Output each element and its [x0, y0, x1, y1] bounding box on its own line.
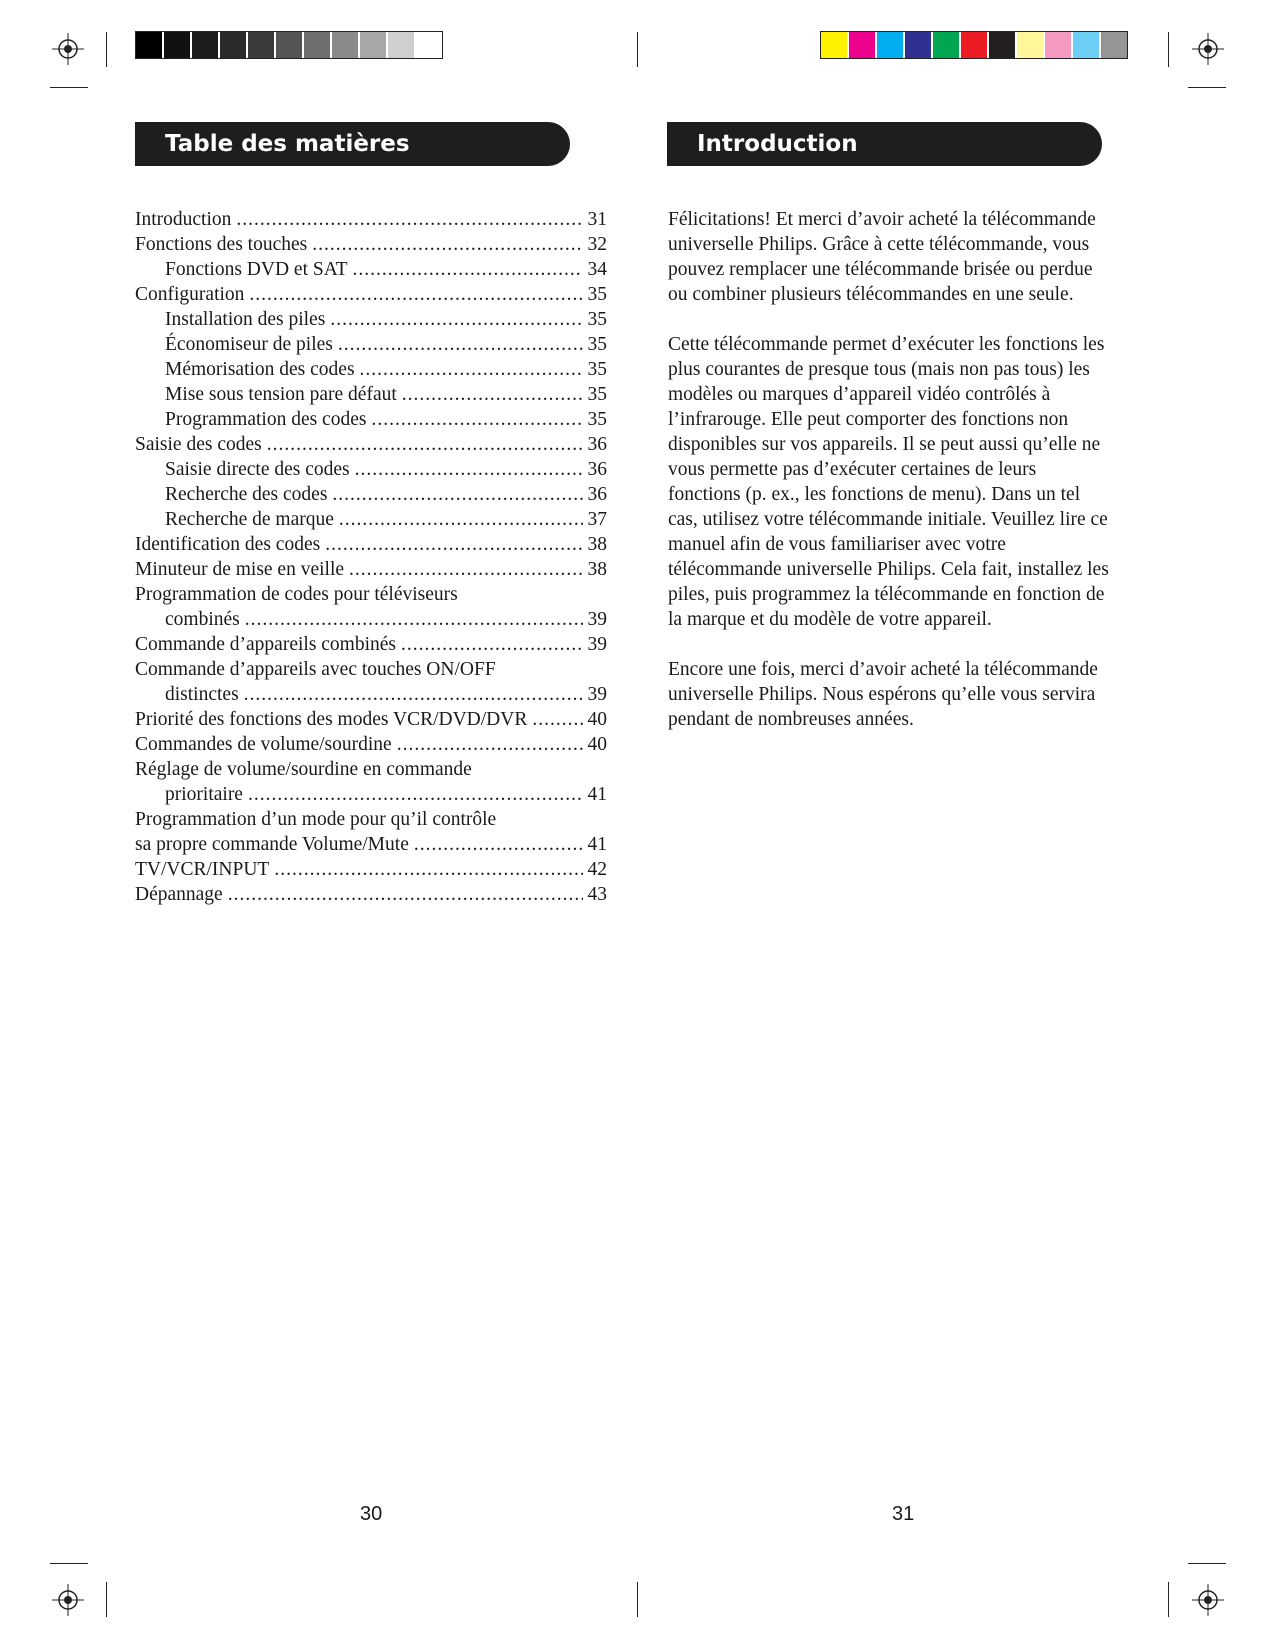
- toc-entry: [135, 757, 607, 782]
- crop-mark: [50, 1563, 88, 1564]
- toc-entry-title: combinés: [165, 609, 240, 630]
- toc-leader-dots: [249, 282, 582, 307]
- intro-paragraph-3: Encore une fois, merci d’avoir acheté la télécommande universelle Philips. Nous espérons qu’elle vous servira pendant de nombreuses années.: [668, 659, 1098, 730]
- toc-entry-page: 32: [587, 234, 607, 255]
- toc-entry-page: 35: [587, 409, 607, 430]
- grayscale-swatch: [220, 32, 248, 58]
- toc-entry-title: Fonctions des touches: [135, 234, 308, 255]
- intro-paragraph-1: Félicitations! Et merci d’avoir acheté la télécommande universelle Philips. Grâce à cette télécommande, vous pouvez remplacer une télécommande brisée ou perdue ou combiner plusieurs télécommandes en une seule.: [668, 209, 1096, 305]
- toc-entry: [135, 382, 607, 407]
- toc-entry-title: sa propre commande Volume/Mute: [135, 834, 409, 855]
- toc-leader-dots: [338, 332, 583, 357]
- page-number-left: 30: [360, 1503, 383, 1525]
- intro-paragraph-2: Cette télécommande permet d’exécuter les fonctions les plus courantes de presque tous (mais non pas tous) les modèles ou marques d’appareil vidéo contrôlés à l’infrarouge. Elle peut comporter des fonctions non disponibles sur vos appareils. Il se peut aussi qu’elle ne vous permette pas d’exécuter certaines de leurs fonctions (p. ex., les fonctions de menu). Dans un tel cas, utilisez votre télécommande initiale. Veuillez lire ce manuel afin de vous familiariser avec votre télécommande universelle Philips. Cela fait, installez les piles, puis programmez la télécommande en fonction de la marque et du modèle de votre appareil.: [668, 334, 1109, 630]
- toc-entry-title: TV/VCR/INPUT: [135, 859, 270, 880]
- toc-entry-title: Économiseur de piles: [165, 334, 333, 355]
- toc-entry: [135, 307, 607, 332]
- process-color-swatch: [1017, 32, 1045, 58]
- toc-entry-title: Commandes de volume/sourdine: [135, 734, 392, 755]
- toc-entry-page: 42: [587, 859, 607, 880]
- toc-leader-dots: [274, 857, 582, 882]
- toc-entry-title: Programmation des codes: [165, 409, 367, 430]
- process-color-swatch: [1073, 32, 1101, 58]
- registration-mark-bottom-right: [1192, 1584, 1224, 1616]
- toc-entry: [135, 257, 607, 282]
- toc-entry: [135, 457, 607, 482]
- toc-leader-dots: [339, 507, 583, 532]
- table-of-contents: [135, 207, 607, 907]
- toc-entry-title: Programmation d’un mode pour qu’il contrôle: [135, 809, 497, 830]
- toc-entry-title: Recherche de marque: [165, 509, 334, 530]
- introduction-text: [668, 207, 1143, 757]
- toc-entry-page: 41: [587, 784, 607, 805]
- toc-entry-title: Dépannage: [135, 884, 223, 905]
- toc-entry: [135, 482, 607, 507]
- toc-entry: [135, 232, 607, 257]
- toc-entry: [135, 832, 607, 857]
- crop-mark: [106, 1582, 107, 1617]
- grayscale-color-bar: [135, 31, 443, 59]
- process-color-swatch: [1101, 32, 1127, 58]
- process-color-swatch: [933, 32, 961, 58]
- toc-entry: [135, 282, 607, 307]
- process-color-swatch: [821, 32, 849, 58]
- toc-leader-dots: [397, 732, 583, 757]
- toc-entry: [135, 557, 607, 582]
- crop-mark: [637, 1582, 638, 1617]
- toc-entry-page: 36: [587, 459, 607, 480]
- process-color-swatch: [1045, 32, 1073, 58]
- toc-entry-title: Commande d’appareils combinés: [135, 634, 397, 655]
- crop-mark: [1168, 32, 1169, 67]
- toc-entry-title: Priorité des fonctions des modes VCR/DVD/DVR: [135, 709, 528, 730]
- toc-entry: [135, 657, 607, 682]
- crop-mark: [1188, 1563, 1226, 1564]
- toc-entry-title: Recherche des codes: [165, 484, 328, 505]
- process-color-swatch: [877, 32, 905, 58]
- toc-entry-page: 38: [587, 534, 607, 555]
- toc-leader-dots: [228, 882, 583, 907]
- crop-mark: [1188, 87, 1226, 88]
- grayscale-swatch: [136, 32, 164, 58]
- toc-leader-dots: [371, 407, 582, 432]
- toc-header: Table des matières: [135, 122, 570, 166]
- toc-entry-page: 37: [587, 509, 607, 530]
- toc-entry: [135, 582, 607, 607]
- page-number-right: 31: [892, 1503, 915, 1525]
- toc-entry-page: 36: [587, 484, 607, 505]
- toc-entry: [135, 432, 607, 457]
- toc-entry-title: Identification des codes: [135, 534, 321, 555]
- toc-entry-page: 40: [587, 734, 607, 755]
- toc-entry: [135, 782, 607, 807]
- toc-entry-page: 39: [587, 609, 607, 630]
- toc-entry: [135, 607, 607, 632]
- toc-entry-page: 31: [587, 209, 607, 230]
- toc-entry-title: distinctes: [165, 684, 239, 705]
- toc-entry-page: 34: [587, 259, 607, 280]
- grayscale-swatch: [416, 32, 442, 58]
- toc-entry-page: 39: [587, 684, 607, 705]
- toc-entry-title: Installation des piles: [165, 309, 326, 330]
- toc-entry-title: Introduction: [135, 209, 232, 230]
- registration-mark-bottom-left: [52, 1584, 84, 1616]
- toc-entry-page: 36: [587, 434, 607, 455]
- toc-entry-title: Configuration: [135, 284, 245, 305]
- toc-leader-dots: [414, 832, 583, 857]
- process-color-swatch: [849, 32, 877, 58]
- toc-leader-dots: [312, 232, 582, 257]
- toc-entry: [135, 357, 607, 382]
- toc-entry-title: Saisie des codes: [135, 434, 262, 455]
- process-color-swatch: [905, 32, 933, 58]
- toc-entry-page: 40: [587, 709, 607, 730]
- toc-entry-page: 43: [587, 884, 607, 905]
- toc-entry-page: 35: [587, 359, 607, 380]
- grayscale-swatch: [276, 32, 304, 58]
- toc-leader-dots: [360, 357, 583, 382]
- process-color-swatch: [989, 32, 1017, 58]
- toc-leader-dots: [355, 457, 583, 482]
- crop-mark: [106, 32, 107, 67]
- introduction-header: Introduction: [667, 122, 1102, 166]
- toc-entry: [135, 507, 607, 532]
- toc-entry-page: 35: [587, 384, 607, 405]
- toc-entry: [135, 532, 607, 557]
- toc-entry-title: Programmation de codes pour téléviseurs: [135, 584, 458, 605]
- toc-entry: [135, 207, 607, 232]
- grayscale-swatch: [248, 32, 276, 58]
- process-color-bar: [820, 31, 1128, 59]
- toc-entry-page: 35: [587, 334, 607, 355]
- toc-leader-dots: [245, 607, 583, 632]
- toc-entry: [135, 882, 607, 907]
- registration-mark-top-right: [1192, 33, 1224, 65]
- crop-mark: [50, 87, 88, 88]
- registration-mark-top-left: [52, 33, 84, 65]
- toc-entry-page: 35: [587, 284, 607, 305]
- toc-entry: [135, 807, 607, 832]
- toc-entry-title: Réglage de volume/sourdine en commande: [135, 759, 472, 780]
- grayscale-swatch: [332, 32, 360, 58]
- toc-leader-dots: [267, 432, 583, 457]
- toc-entry: [135, 732, 607, 757]
- toc-entry-title: Saisie directe des codes: [165, 459, 350, 480]
- toc-entry: [135, 407, 607, 432]
- toc-entry-title: Mémorisation des codes: [165, 359, 355, 380]
- toc-leader-dots: [244, 682, 583, 707]
- toc-leader-dots: [532, 707, 582, 732]
- toc-entry-page: 38: [587, 559, 607, 580]
- grayscale-swatch: [192, 32, 220, 58]
- toc-entry-page: 35: [587, 309, 607, 330]
- toc-entry-title: prioritaire: [165, 784, 243, 805]
- toc-leader-dots: [236, 207, 582, 232]
- toc-leader-dots: [332, 482, 582, 507]
- toc-entry-title: Mise sous tension pare défaut: [165, 384, 397, 405]
- toc-leader-dots: [330, 307, 582, 332]
- toc-entry: [135, 682, 607, 707]
- toc-leader-dots: [248, 782, 583, 807]
- toc-leader-dots: [325, 532, 582, 557]
- toc-leader-dots: [353, 257, 583, 282]
- toc-leader-dots: [402, 382, 583, 407]
- toc-leader-dots: [349, 557, 582, 582]
- grayscale-swatch: [164, 32, 192, 58]
- process-color-swatch: [961, 32, 989, 58]
- crop-mark: [637, 32, 638, 67]
- toc-leader-dots: [401, 632, 582, 657]
- toc-entry: [135, 707, 607, 732]
- toc-entry: [135, 332, 607, 357]
- toc-entry-title: Fonctions DVD et SAT: [165, 259, 348, 280]
- crop-mark: [1168, 1582, 1169, 1617]
- toc-entry: [135, 632, 607, 657]
- toc-entry-page: 39: [587, 634, 607, 655]
- grayscale-swatch: [360, 32, 388, 58]
- toc-entry: [135, 857, 607, 882]
- toc-entry-page: 41: [587, 834, 607, 855]
- grayscale-swatch: [304, 32, 332, 58]
- grayscale-swatch: [388, 32, 416, 58]
- toc-entry-title: Minuteur de mise en veille: [135, 559, 345, 580]
- toc-entry-title: Commande d’appareils avec touches ON/OFF: [135, 659, 496, 680]
